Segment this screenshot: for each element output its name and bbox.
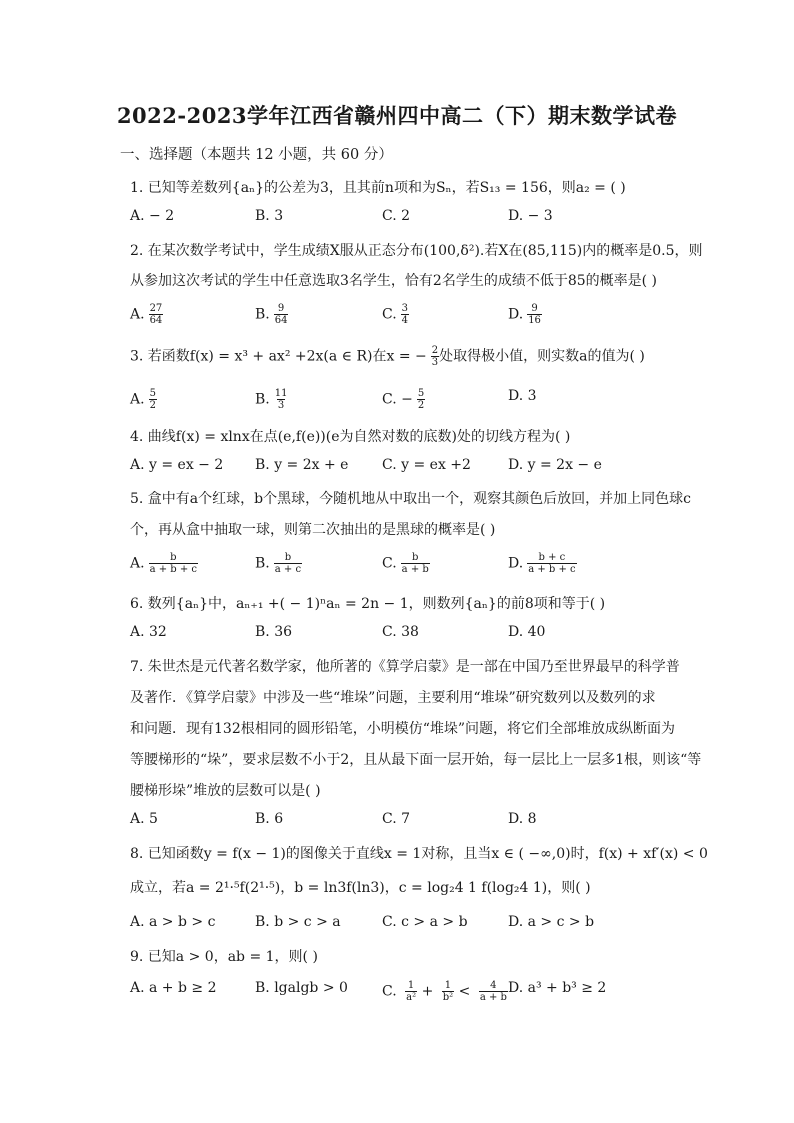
option-b[interactable]: B. $\frac{b}{a + c}$ — [255, 552, 302, 575]
option-d[interactable]: D. 8 — [508, 811, 537, 827]
option-a[interactable]: A. 5 — [130, 811, 158, 827]
question-7-line-2: 及著作．《算学启蒙》中涉及一些“堆垛”问题，主要利用“堆垛”研究数列以及数列的求 — [130, 690, 656, 706]
option-b[interactable]: B. 3 — [255, 208, 284, 224]
option-a[interactable]: A. − 2 — [130, 208, 175, 224]
question-9-options — [130, 980, 690, 1004]
question-4-options — [130, 457, 690, 481]
option-a[interactable]: A. $\frac{b}{a + b + c}$ — [130, 552, 197, 575]
option-c[interactable]: C. $\frac{3}{4}$ — [382, 303, 409, 326]
question-5-line-1: 5. 盒中有a个红球，b个黑球，今随机地从中取出一个，观察其颜色后放回，并加上同色球c — [130, 491, 691, 507]
question-2-options — [130, 303, 690, 327]
option-d[interactable]: D. $\frac{9}{16}$ — [508, 303, 541, 326]
question-1-options — [130, 208, 690, 232]
question-7-line-4: 等腰梯形的“垛”，要求层数不小于2，且从最下面一层开始，每一层比上一层多1根，则该“等 — [130, 752, 702, 768]
option-d[interactable]: D. a > c > b — [508, 914, 595, 930]
option-b[interactable]: B. y = 2x + e — [255, 457, 349, 473]
question-3-text: 3. 若函数f(x) = x³ + ax² +2x(a ∈ R)在x = − $\frac{2}{3}$ 处取得极小值，则实数a的值为( ) — [130, 345, 645, 368]
option-d[interactable]: D. y = 2x − e — [508, 457, 602, 473]
option-d[interactable]: D. 40 — [508, 624, 546, 640]
question-8-options — [130, 914, 690, 938]
exam-title: 2022-2023学年江西省赣州四中高二（下）期末数学试卷 — [116, 103, 678, 128]
option-a[interactable]: A. 32 — [130, 624, 167, 640]
option-c[interactable]: C. c > a > b — [382, 914, 468, 930]
option-a[interactable]: A. $\frac{5}{2}$ — [130, 388, 156, 411]
option-d[interactable]: D. 3 — [508, 388, 537, 404]
question-8-line-2: 成立，若a = 2¹·⁵f(2¹·⁵)，b = ln3f(ln3)，c = log₂4 1 f(log₂4 1)，则( ) — [130, 880, 591, 896]
option-b[interactable]: B. $\frac{11}{3}$ — [255, 388, 288, 411]
question-2-line-1: 2. 在某次数学考试中，学生成绩X服从正态分布(100,δ²).若X在(85,115)内的概率是0.5，则 — [130, 243, 703, 259]
question-9-text: 9. 已知a > 0，ab = 1，则( ) — [130, 949, 318, 965]
option-c[interactable]: C. 38 — [382, 624, 419, 640]
option-b[interactable]: B. b > c > a — [255, 914, 341, 930]
option-c[interactable]: C. y = ex +2 — [382, 457, 471, 473]
option-b[interactable]: B. $\frac{9}{64}$ — [255, 303, 288, 326]
option-a[interactable]: A. $\frac{27}{64}$ — [130, 303, 163, 326]
option-c[interactable]: C. 7 — [382, 811, 411, 827]
option-b[interactable]: B. 36 — [255, 624, 293, 640]
question-5-options — [130, 552, 690, 576]
question-7-line-1: 7. 朱世杰是元代著名数学家，他所著的《算学启蒙》是一部在中国乃至世界最早的科学普 — [130, 659, 680, 675]
question-6-options — [130, 624, 690, 648]
question-5-line-2: 个，再从盒中抽取一球，则第二次抽出的是黑球的概率是( ) — [130, 522, 496, 538]
option-d[interactable]: D. − 3 — [508, 208, 553, 224]
question-7-options — [130, 811, 690, 835]
question-7-line-3: 和问题．现有132根相同的圆形铅笔，小明模仿“堆垛”问题，将它们全部堆放成纵断面为 — [130, 721, 676, 737]
question-4-text: 4. 曲线f(x) = xlnx在点(e,f(e))(e为自然对数的底数)处的切线方程为( ) — [130, 429, 571, 445]
option-d[interactable]: D. $\frac{b + c}{a + b + c}$ — [508, 552, 576, 575]
question-6-text: 6. 数列{aₙ}中，aₙ₊₁ +( − 1)ⁿaₙ = 2n − 1，则数列{aₙ}的前8项和等于( ) — [130, 596, 606, 612]
question-1-text: 1. 已知等差数列{aₙ}的公差为3，且其前n项和为Sₙ，若S₁₃ = 156，则a₂ = ( ) — [130, 180, 626, 196]
option-c[interactable]: C. − $\frac{5}{2}$ — [382, 388, 425, 411]
option-d[interactable]: D. a³ + b³ ≥ 2 — [508, 980, 607, 996]
question-3-options — [130, 388, 690, 412]
option-c[interactable]: C. $\frac{1}{\text{a²}}$ + $\frac{1}{\text{b²}}$ < $\frac{4}{a + b}$ — [382, 980, 507, 1003]
option-c[interactable]: C. $\frac{b}{a + b}$ — [382, 552, 429, 575]
option-a[interactable]: A. a > b > c — [130, 914, 216, 930]
option-c[interactable]: C. 2 — [382, 208, 411, 224]
section-heading: 一、选择题（本题共 12 小题，共 60 分） — [120, 147, 393, 163]
question-7-line-5: 腰梯形垛”堆放的层数可以是( ) — [130, 783, 321, 799]
option-b[interactable]: B. 6 — [255, 811, 284, 827]
option-a[interactable]: A. y = ex − 2 — [130, 457, 224, 473]
option-b[interactable]: B. lgalgb > 0 — [255, 980, 348, 996]
question-2-line-2: 从参加这次考试的学生中任意选取3名学生，恰有2名学生的成绩不低于85的概率是( ) — [130, 273, 658, 289]
option-a[interactable]: A. a + b ≥ 2 — [130, 980, 217, 996]
question-8-line-1: 8. 已知函数y = f(x − 1)的图像关于直线x = 1对称，且当x ∈ ( −∞,0)时，f(x) + xf′(x) < 0 — [130, 846, 708, 862]
